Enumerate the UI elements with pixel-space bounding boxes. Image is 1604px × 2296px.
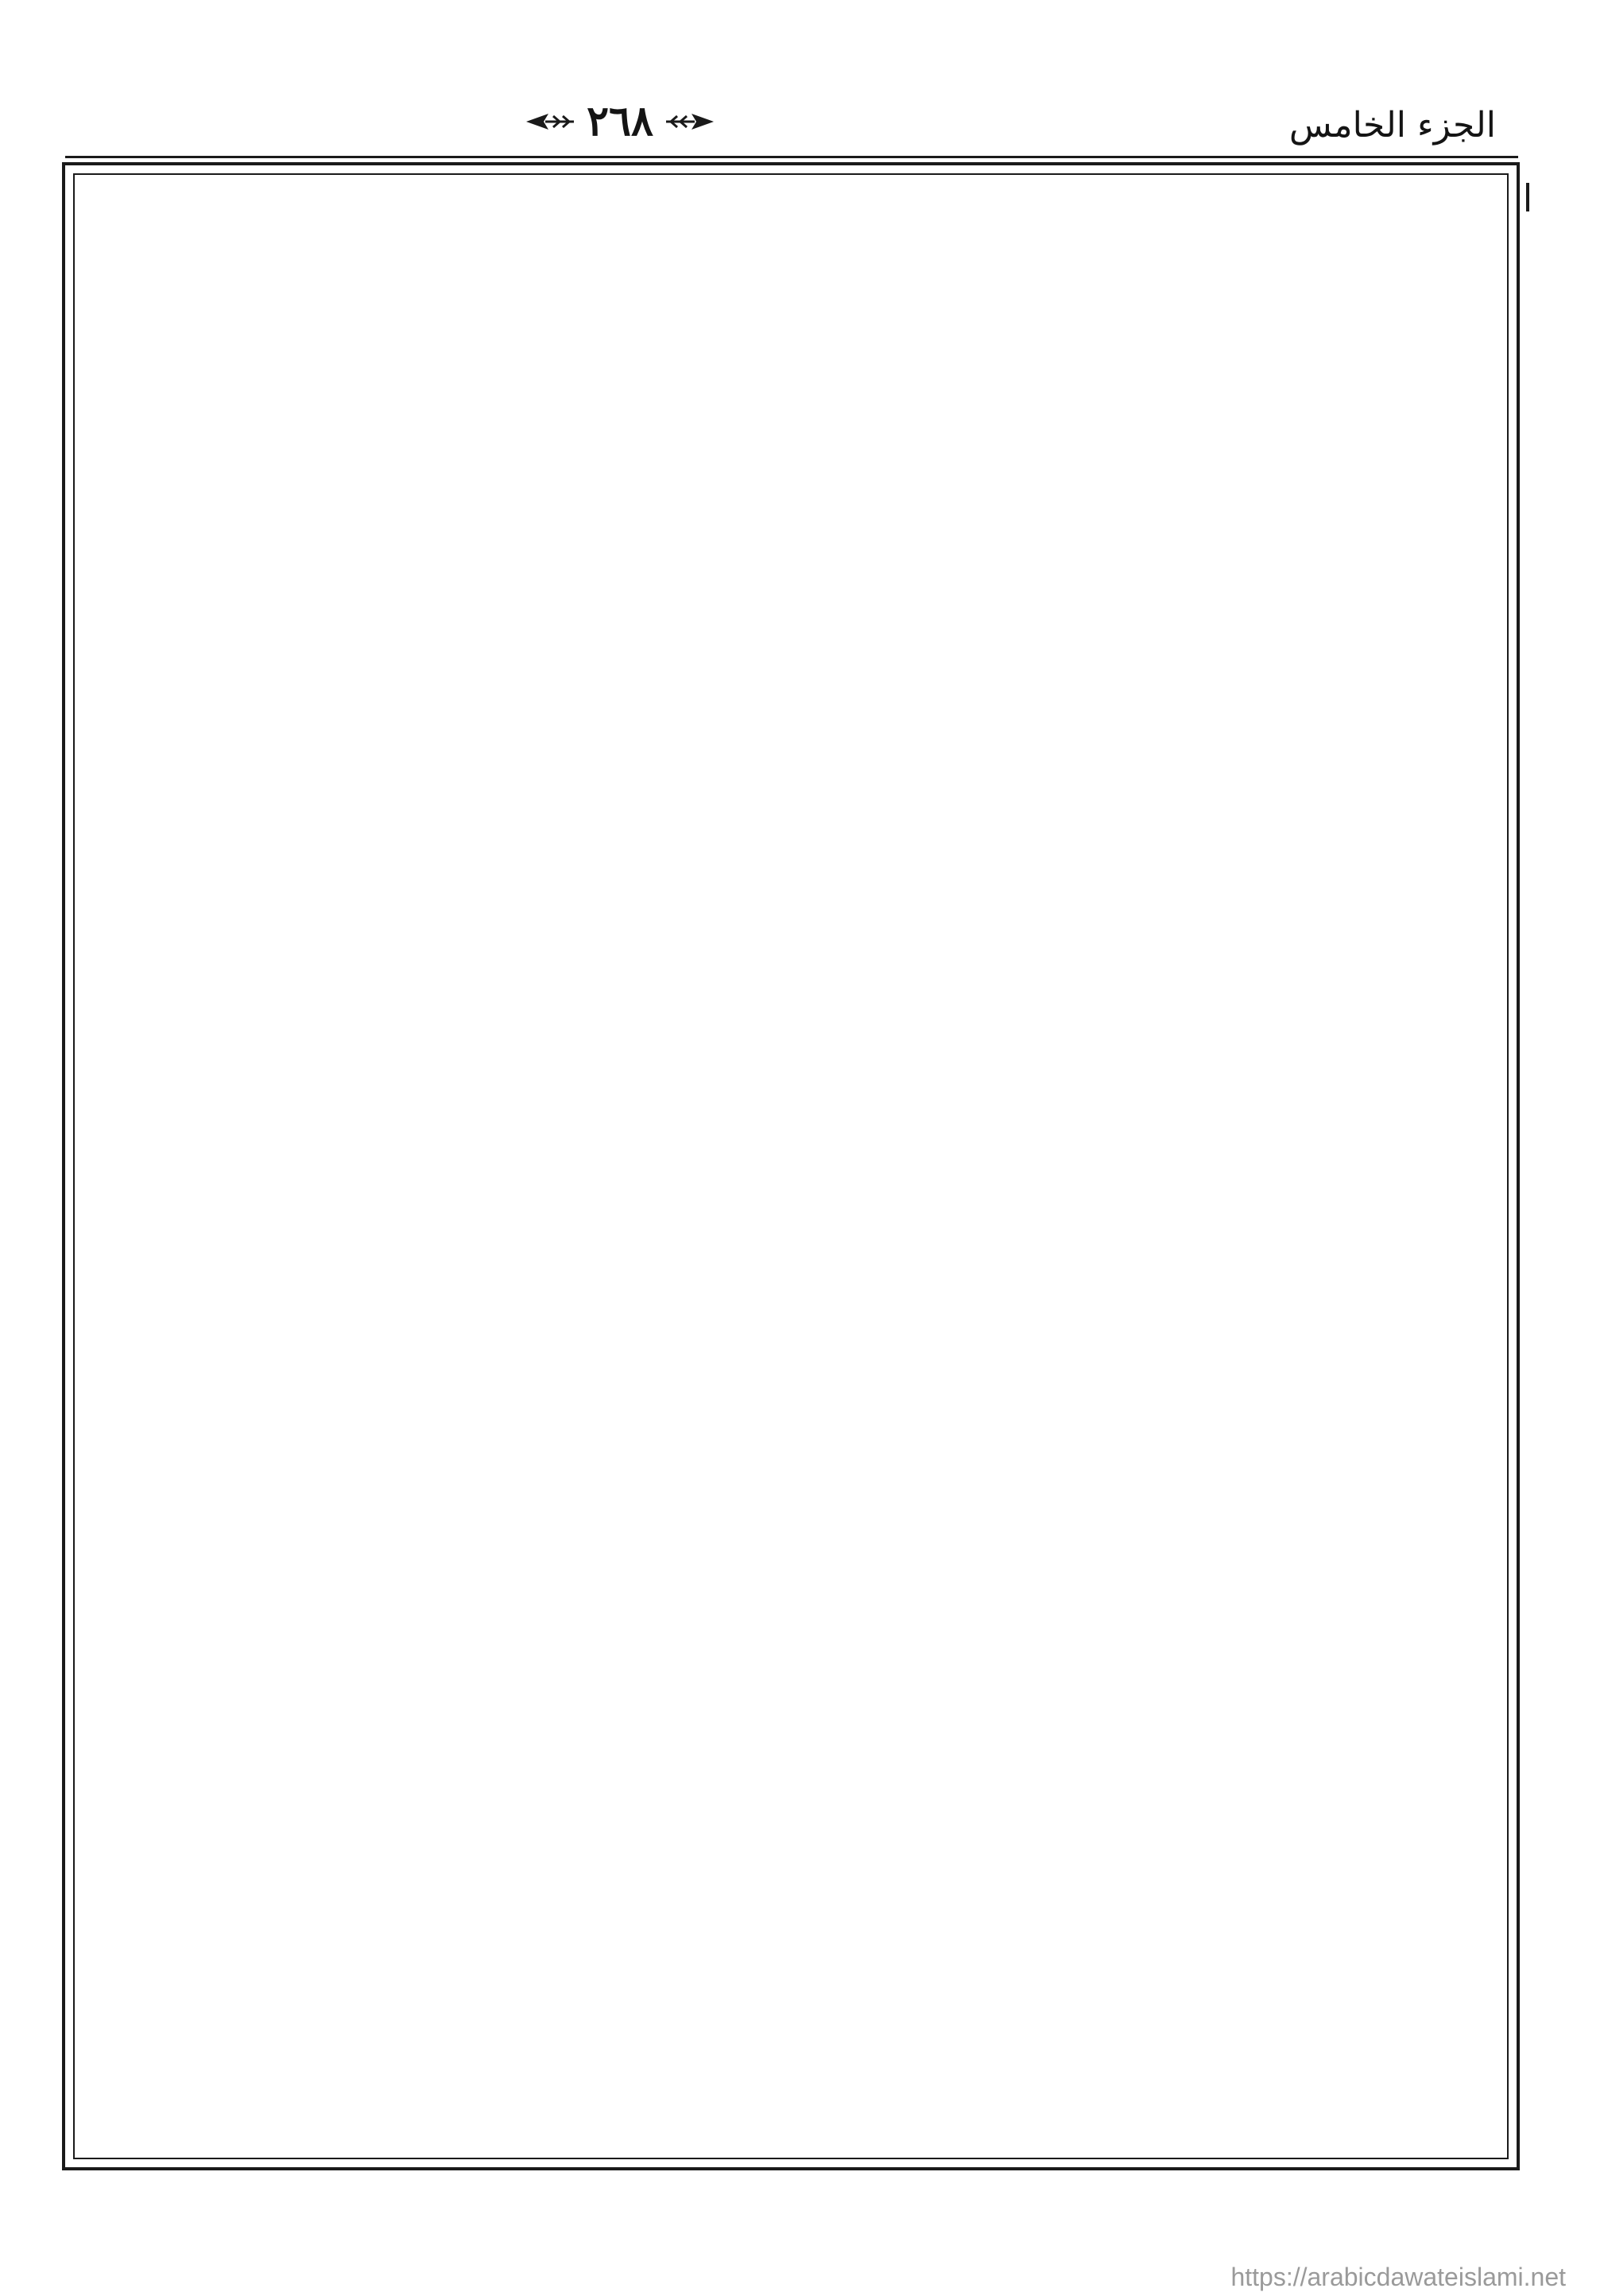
text-line [87,401,1494,474]
page-number-ornament [493,94,747,149]
text-line [87,1053,1494,1125]
text-line [87,1342,1494,1414]
text-line [87,257,1494,329]
text-line [87,763,1494,836]
text-line [87,1848,1494,1921]
text-line [87,1487,1494,1559]
text-line [87,2065,1494,2138]
commentary-text-block [87,184,1494,2148]
watermark-url: https://arabicdawateislami.net [1230,2263,1566,2291]
text-line [87,1414,1494,1487]
running-head: الجزء الخامس [1288,105,1496,145]
margin-tick [1526,183,1529,211]
text-line [87,1631,1494,1704]
text-line [87,691,1494,763]
text-line [87,908,1494,980]
text-line [87,1776,1494,1848]
text-line [87,980,1494,1053]
ornament-left-icon [525,111,575,132]
text-line [87,1921,1494,1993]
ornament-right-icon [664,111,715,132]
page-number: ٢٦٨ [587,97,653,145]
catchword [145,2180,383,2228]
verse-line [87,184,1494,257]
text-line [87,836,1494,908]
text-line [87,1125,1494,1197]
text-line [87,1993,1494,2065]
header-rule [65,156,1518,158]
text-line [87,474,1494,546]
text-line [87,546,1494,619]
text-line [87,1270,1494,1342]
text-line [87,1559,1494,1631]
text-line [87,619,1494,691]
text-line [87,1197,1494,1270]
text-line [87,1704,1494,1776]
text-line [87,329,1494,401]
